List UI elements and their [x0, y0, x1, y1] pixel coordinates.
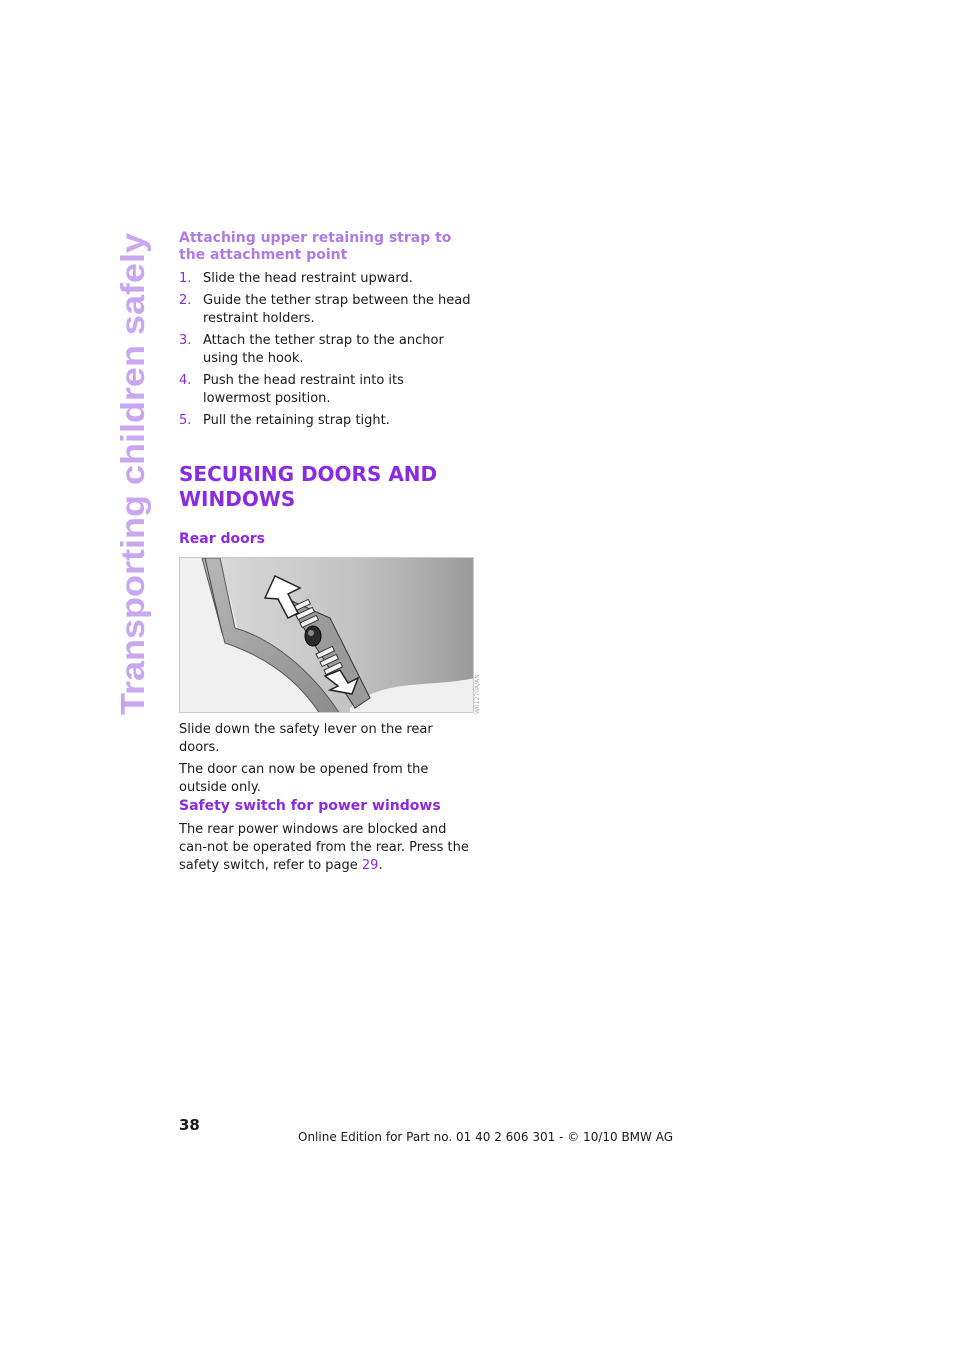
step-number: 4. [179, 373, 192, 388]
list-item [179, 412, 474, 430]
step-number: 3. [179, 333, 192, 348]
step-number: 1. [179, 271, 192, 286]
side-title-text: Transporting children safely [114, 273, 151, 715]
figure-code: W01270A/AN [474, 674, 481, 714]
step-text: Guide the tether strap between the head restraint holders. [203, 293, 471, 326]
strap-section [179, 230, 474, 434]
step-number: 2. [179, 293, 192, 308]
step-text: Slide the head restraint upward. [203, 271, 413, 286]
rear-doors-header [179, 531, 474, 548]
rear-doors-body [179, 721, 474, 801]
page-reference-link[interactable]: 29 [361, 858, 379, 873]
rear-door-lever-illustration [179, 557, 474, 713]
step-text: Push the head restraint into its lowermost position. [203, 373, 404, 406]
doors-section-header [179, 462, 474, 512]
side-title [112, 232, 152, 717]
step-number: 5. [179, 413, 192, 428]
step-text: Attach the tether strap to the anchor using the hook. [203, 333, 444, 366]
list-item [179, 292, 474, 328]
section-heading: SECURING DOORS AND WINDOWS [179, 462, 438, 511]
safety-switch-heading: Safety switch for power windows [179, 798, 441, 814]
side-title-svg [112, 232, 152, 717]
list-item [179, 332, 474, 368]
safety-switch-section [179, 798, 474, 879]
edition-footer: Online Edition for Part no. 01 40 2 606 301 - © 10/10 BMW AG [298, 1130, 674, 1144]
rear-doors-heading: Rear doors [179, 531, 265, 547]
strap-steps [179, 270, 474, 430]
page-number: 38 [179, 1116, 200, 1134]
strap-heading: Attaching upper retaining strap to the attachment point [179, 230, 452, 263]
step-text: Pull the retaining strap tight. [203, 413, 390, 428]
door-illustration-svg [180, 558, 474, 713]
safety-switch-text [179, 821, 474, 875]
rear-doors-para-1: Slide down the safety lever on the rear doors. [179, 722, 433, 755]
safety-switch-text-end: . [378, 858, 383, 873]
safety-switch-text-main: The rear power windows are blocked and can-not be operated from the rear. Press the safety switch, refer to page [179, 822, 469, 873]
list-item [179, 372, 474, 408]
rear-doors-para-2: The door can now be opened from the outside only. [179, 762, 429, 795]
list-item [179, 270, 474, 288]
